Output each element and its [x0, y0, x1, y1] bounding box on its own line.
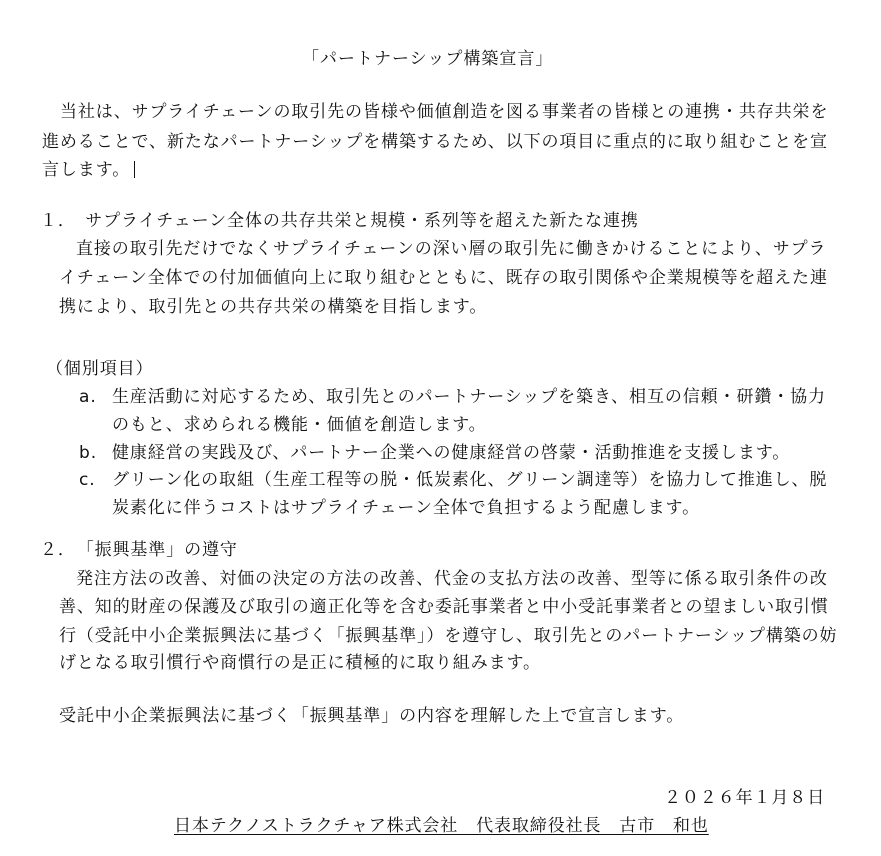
intro-line: [42, 159, 135, 181]
intro-line: 進めることで、新たなパートナーシップを構築するため、以下の項目に重点的に取り組むことを宣: [42, 132, 828, 152]
intro-line-text: 言します。: [42, 160, 131, 180]
list-item-line: 生産活動に対応するため、取引先とのパートナーシップを築き、相互の信頼・研鑽・協力: [112, 387, 826, 407]
section-1-line: イチェーン全体での付加価値向上に取り組むとともに、既存の取引関係や企業規模等を超えた連: [59, 268, 828, 288]
section-2-line: 善、知的財産の保護及び取引の適正化等を含む委託事業者と中小受託事業者との望ましい取引慣: [59, 597, 829, 617]
list-item-marker: a.: [79, 387, 97, 407]
list-item-line: のもと、求められる機能・価値を創造します。: [112, 415, 487, 435]
closing-statement: 受託中小企業振興法に基づく「振興基準」の内容を理解した上で宣言します。: [59, 706, 685, 726]
section-2-line: 行（受託中小企業振興法に基づく「振興基準」）を遵守し、取引先とのパートナーシップ構築の妨: [59, 626, 838, 646]
list-item-marker: b.: [79, 443, 97, 463]
section-2-heading: ２． 「振興基準」の遵守: [40, 540, 238, 560]
section-1-heading: １． サプライチェーン全体の共存共栄と規模・系列等を超えた新たな連携: [40, 211, 639, 231]
company-signature: 日本テクノストラクチャア株式会社 代表取締役社長 古市 和也: [174, 816, 709, 836]
section-2-line: げとなる取引慣行や商慣行の是正に積極的に取り組みます。: [59, 653, 541, 673]
section-1-line: 携により、取引先との共存共栄の構築を目指します。: [59, 297, 488, 317]
declaration-date: ２０２６年１月８日: [664, 788, 826, 808]
document-title: 「パートナーシップ構築宣言」: [302, 49, 554, 69]
intro-line: 当社は、サプライチェーンの取引先の皆様や価値創造を図る事業者の皆様との連携・共存共栄を: [60, 102, 829, 122]
list-item-marker: c.: [79, 470, 96, 490]
section-1-line: 直接の取引先だけでなくサプライチェーンの深い層の取引先に働きかけることにより、サプラ: [76, 239, 827, 259]
section-2-line: 発注方法の改善、対価の決定の方法の改善、代金の支払方法の改善、型等に係る取引条件の改: [76, 569, 828, 589]
text-cursor: [134, 161, 135, 178]
list-item-line: グリーン化の取組（生産工程等の脱・低炭素化、グリーン調達等）を協力して推進し、脱: [112, 470, 828, 490]
list-item-line: 健康経営の実践及び、パートナー企業への健康経営の啓蒙・活動推進を支援します。: [112, 443, 791, 463]
individual-items-heading: （個別項目）: [46, 359, 154, 379]
list-item-line: 炭素化に伴うコストはサプライチェーン全体で負担するよう配慮します。: [112, 498, 700, 518]
